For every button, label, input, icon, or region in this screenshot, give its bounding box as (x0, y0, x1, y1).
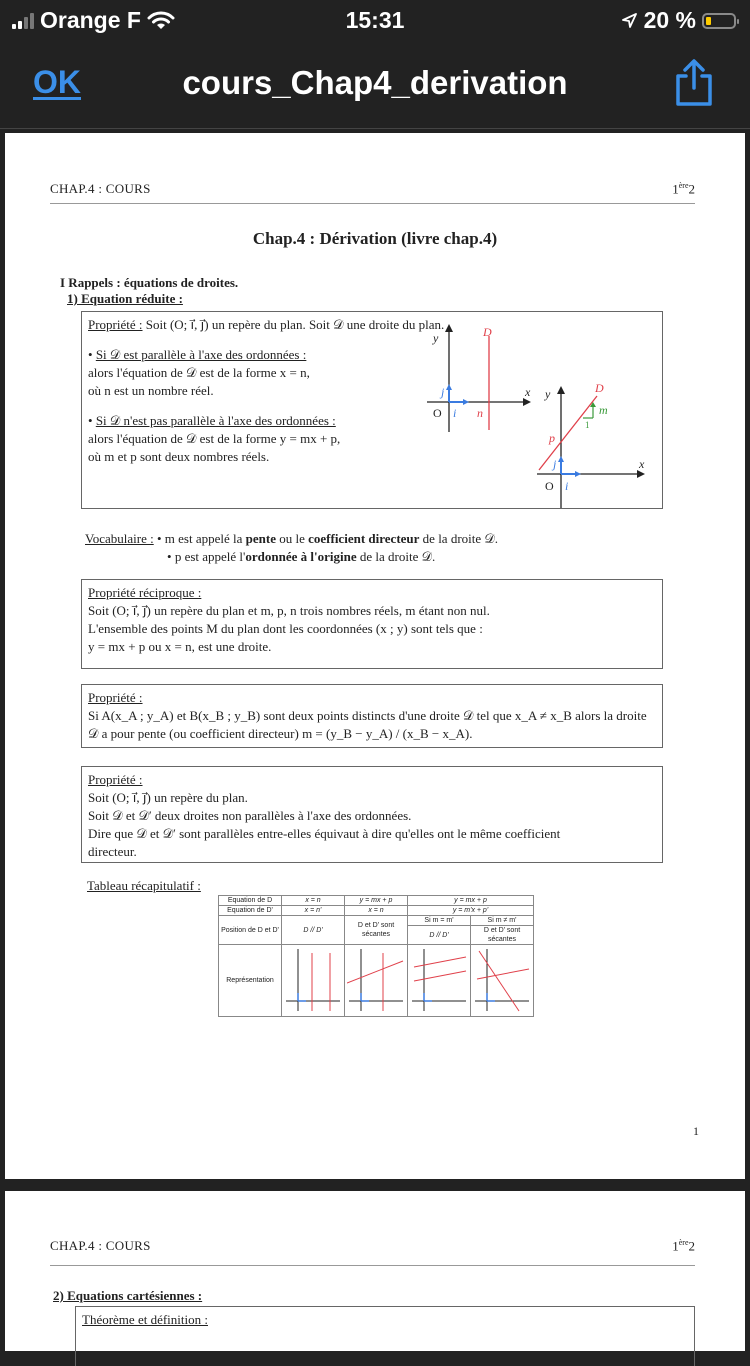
svg-text:D: D (595, 382, 604, 395)
property-box-reduced-equation: Propriété : Soit (O; i⃗, j⃗) un repère du plan. Soit 𝒟 une droite du plan. • Si 𝒟 est parallèle à l'axe des ordonnées : alors l'équation de 𝒟 est de la forme x = n, où n est un nombre réel. • Si 𝒟 n'est pas parallèle à l'axe des ordonnées : alors l'équation de 𝒟 est de la forme y = mx + p, où m et p sont deux nombres réels. y D x O i j n y D x O i j p m 1 (81, 311, 663, 509)
header-rule (50, 1265, 695, 1266)
representation-parallel-vertical (282, 945, 345, 1017)
svg-text:1: 1 (585, 420, 590, 430)
table-row: Représentation (219, 945, 534, 1017)
section-heading: I Rappels : équations de droites. (60, 275, 239, 290)
y-axis-label: y (433, 331, 439, 345)
page-number: 1 (693, 1124, 699, 1138)
nav-bar (0, 40, 750, 129)
representation-secant (345, 945, 408, 1017)
ok-button[interactable]: OK (33, 64, 81, 100)
representation-secant-oblique (471, 945, 534, 1017)
recap-table (218, 895, 534, 1017)
vector-i-label: i (453, 406, 457, 420)
figure-vertical-line (427, 322, 537, 432)
page-header-left: CHAP.4 : COURS (50, 181, 151, 196)
page-header-right: 1ère2 (672, 1238, 695, 1254)
battery-percent: 20 % (643, 7, 696, 33)
figure-oblique-line (537, 382, 657, 510)
table-row: Equation de D' x = n' x = n y = m'x + p' (219, 906, 534, 916)
carrier-name: Orange F (40, 7, 141, 33)
table-row: D // D' D et D' sont sécantes (219, 926, 534, 945)
svg-text:x: x (639, 457, 645, 471)
svg-text:i: i (565, 479, 569, 493)
subsection-heading: 2) Equations cartésiennes : (53, 1288, 203, 1303)
status-bar (0, 0, 750, 40)
location-arrow-icon (620, 12, 638, 30)
subsection-heading: 1) Equation réduite : (67, 291, 183, 306)
n-label: n (477, 406, 483, 420)
representation-parallel-oblique (408, 945, 471, 1017)
vocabulary-line-2: • p est appelé l'ordonnée à l'origine de la droite 𝒟. (167, 549, 436, 564)
share-icon[interactable] (672, 58, 716, 108)
pdf-page-1[interactable] (5, 133, 745, 1179)
svg-text:j: j (553, 457, 557, 471)
svg-text:p: p (549, 431, 555, 445)
recap-label: Tableau récapitulatif : (87, 878, 201, 893)
property-label: Propriété : (88, 317, 143, 332)
origin-label: O (433, 406, 442, 420)
property-box-slope: Propriété : Si A(x_A ; y_A) et B(x_B ; y_B) sont deux points distincts d'une droite 𝒟 tel que x_A ≠ x_B alors la droite 𝒟 a pour pente (ou coefficient directeur) m = (y_B − y_A) / (x_B − x_A). (81, 684, 663, 748)
svg-text:m: m (599, 403, 608, 417)
pdf-page-2[interactable] (5, 1191, 745, 1351)
page-title: Chap.4 : Dérivation (livre chap.4) (252, 229, 498, 248)
svg-text:y: y (545, 387, 551, 401)
table-row: Equation de D x = n y = mx + p y = mx + p (219, 896, 534, 906)
clock: 15:31 (345, 7, 405, 33)
svg-text:O: O (545, 479, 554, 493)
header-rule (50, 203, 695, 204)
page-header-left: CHAP.4 : COURS (50, 1238, 151, 1253)
x-axis-label: x (525, 385, 531, 399)
table-row: Position de D et D' D // D' D et D' sont sécantes Si m = m' Si m ≠ m' (219, 916, 534, 926)
vocabulary-line-1: Vocabulaire : • m est appelé la pente ou le coefficient directeur de la droite 𝒟. (85, 531, 499, 546)
document-title: cours_Chap4_derivation (182, 64, 568, 101)
line-d-label: D (483, 325, 492, 339)
vector-j-label: j (441, 385, 445, 399)
page-header-right: 1ère2 (672, 181, 695, 197)
theorem-box: Théorème et définition : (75, 1306, 695, 1366)
property-box-parallel: Propriété : Soit (O; i⃗, j⃗) un repère du plan. Soit 𝒟 et 𝒟′ deux droites non parallèles à l'axe des ordonnées. Dire que 𝒟 et 𝒟′ sont parallèles entre-elles équivaut à dire qu'elles ont le même coefficient directeur. (81, 766, 663, 863)
battery-icon (702, 13, 736, 29)
property-box-reciprocal: Propriété réciproque : Soit (O; i⃗, j⃗) un repère du plan et m, p, n trois nombres réels, m étant non nul. L'ensemble des points M du plan dont les coordonnées (x ; y) sont tels que : y = mx + p ou x = n, est une droite. (81, 579, 663, 669)
